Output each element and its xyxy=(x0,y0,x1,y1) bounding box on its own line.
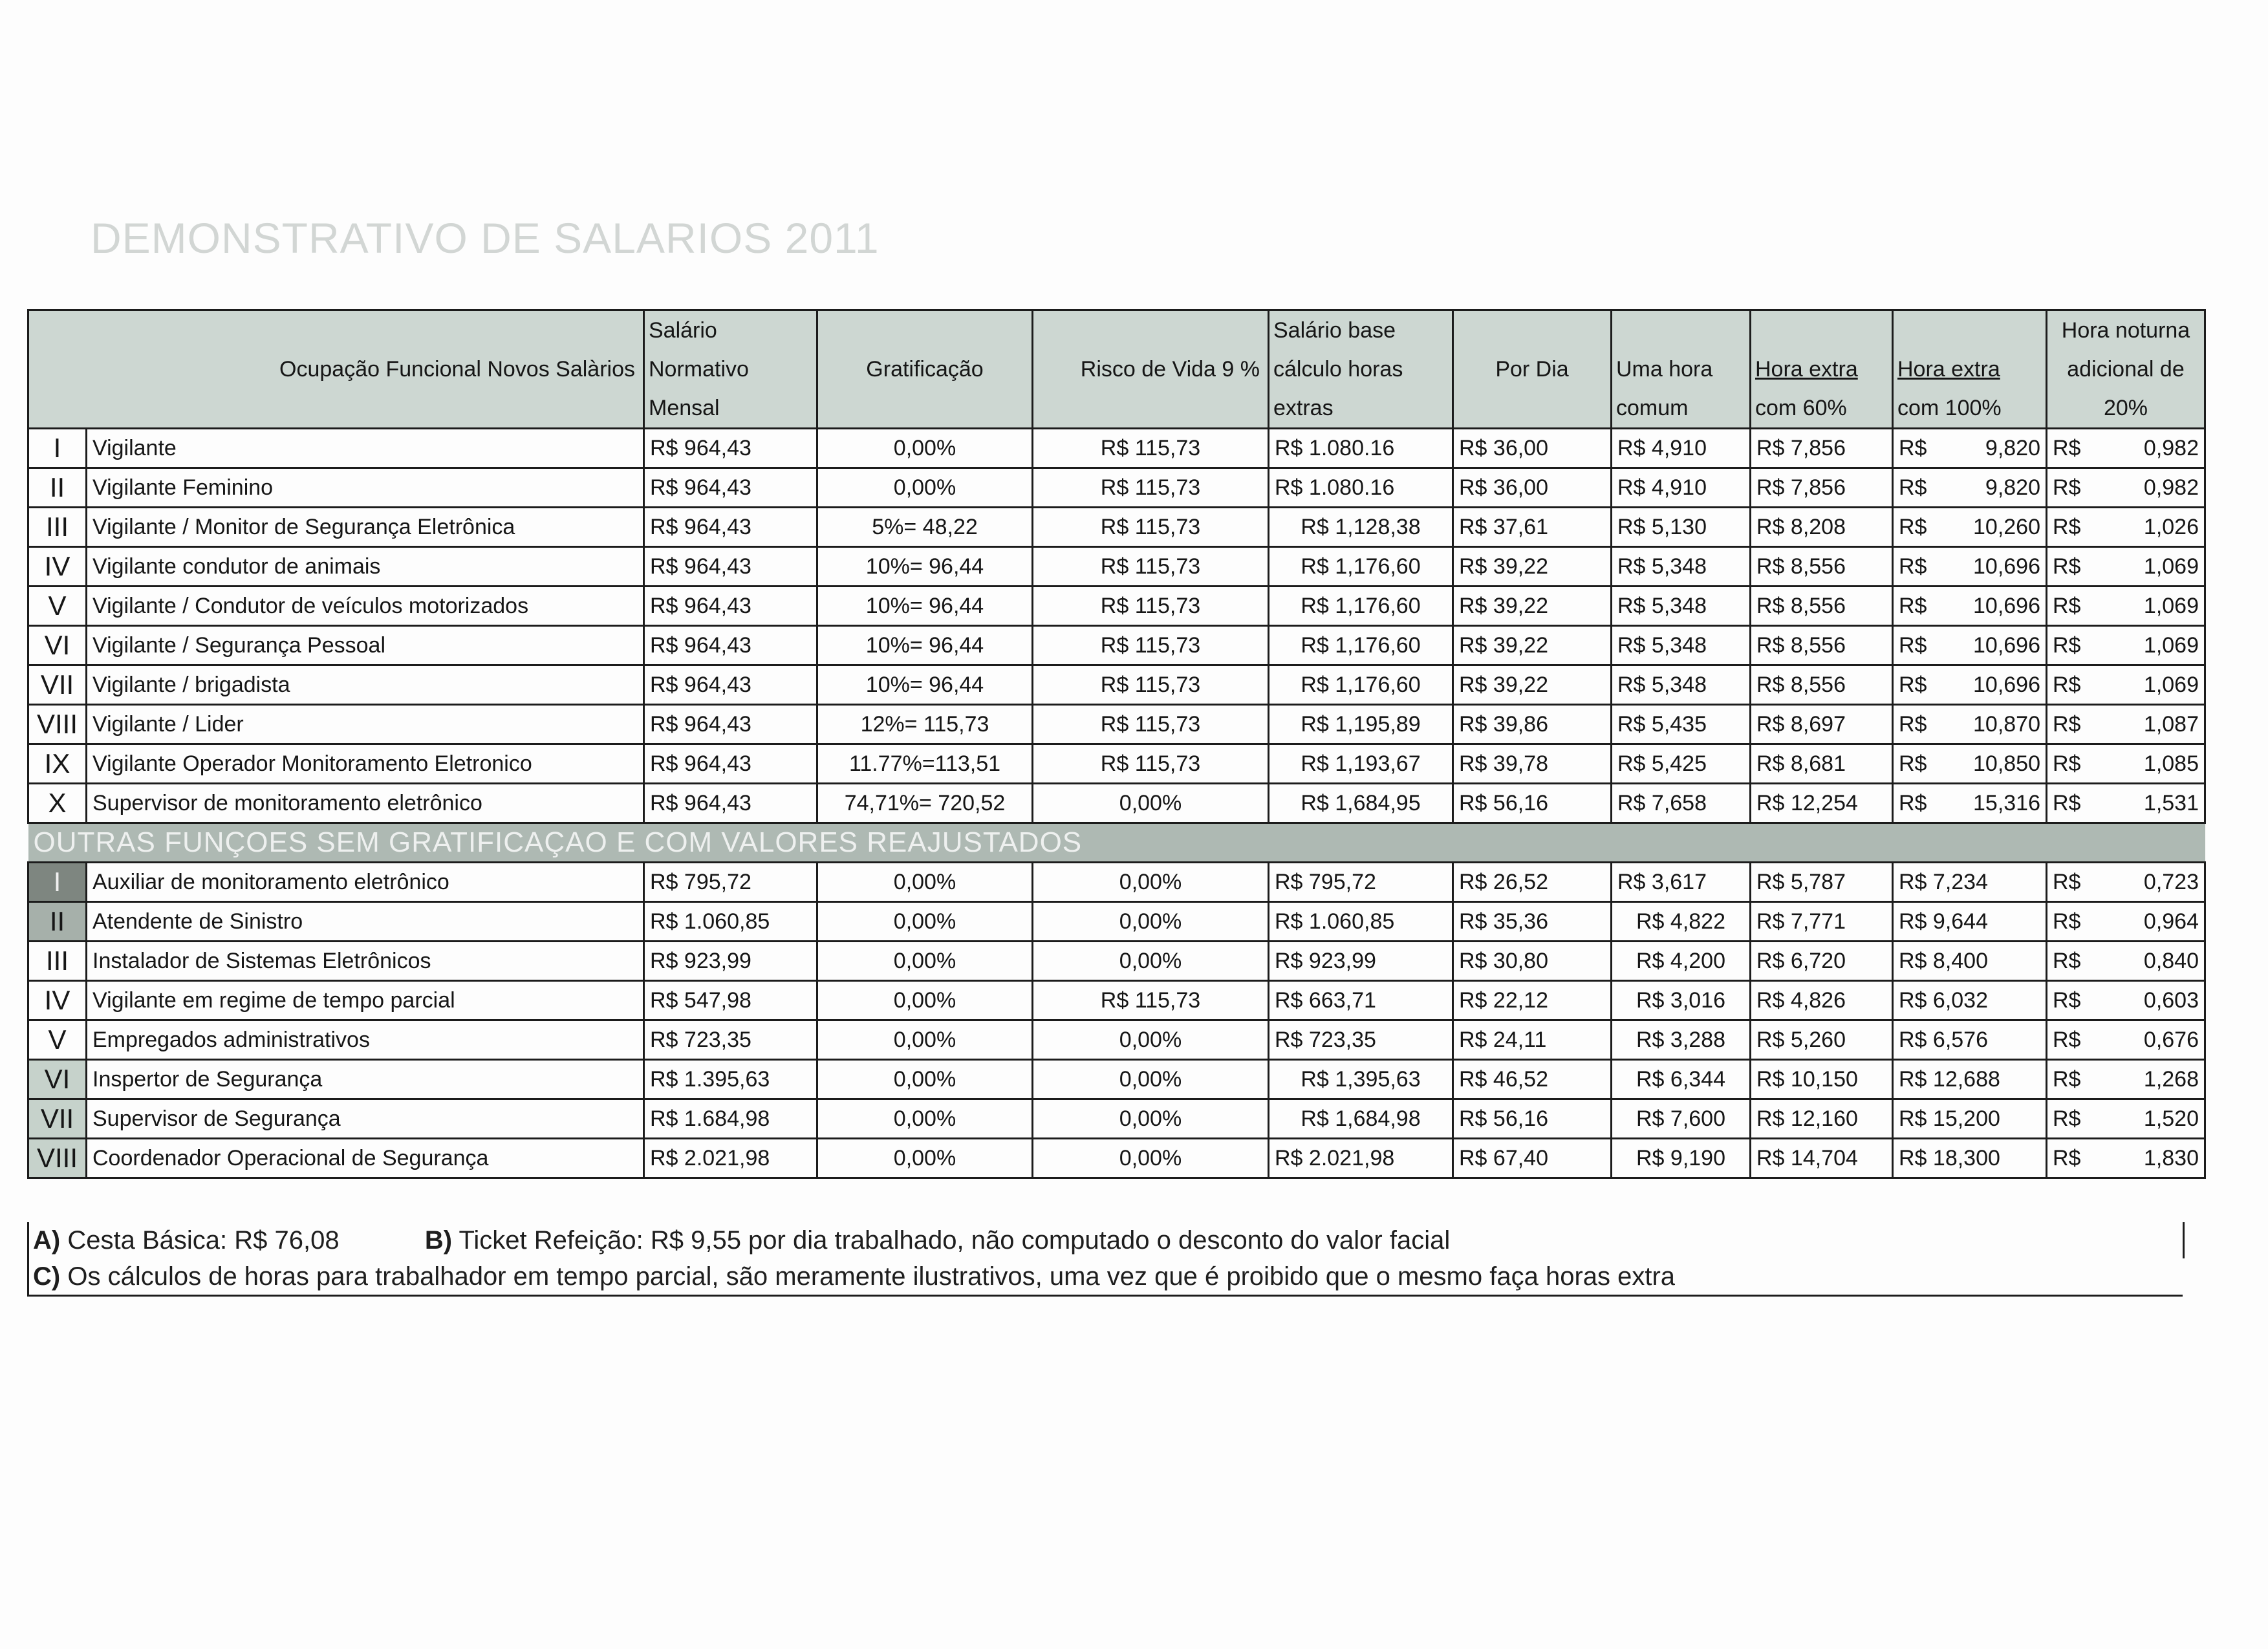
ocupacao-cell: Instalador de Sistemas Eletrônicos xyxy=(87,942,644,981)
hora-extra-100-cell-value: 10,870 xyxy=(1973,712,2040,737)
hora-noturna-cell xyxy=(2047,981,2205,1020)
ocupacao-cell: Coordenador Operacional de Segurança xyxy=(87,1139,644,1178)
gratificacao-cell: 5%= 48,22 xyxy=(817,508,1033,547)
base-cell: R$ 1,176,60 xyxy=(1269,587,1453,626)
ocupacao-cell: Atendente de Sinistro xyxy=(87,902,644,942)
salario-cell: R$ 1.395,63 xyxy=(644,1060,817,1099)
gratificacao-cell: 10%= 96,44 xyxy=(817,587,1033,626)
ocupacao-cell: Vigilante xyxy=(87,429,644,468)
hora-extra-100-cell-currency: R$ xyxy=(1899,594,1927,618)
ocupacao-cell: Supervisor de monitoramento eletrônico xyxy=(87,784,644,823)
hora-extra-100-cell-currency: R$ xyxy=(1899,791,1927,815)
header-salario-base: Salário base cálculo horas extras xyxy=(1269,310,1453,429)
table-row xyxy=(28,981,2205,1020)
note-b-label: B) xyxy=(424,1226,453,1255)
risco-cell: R$ 115,73 xyxy=(1033,429,1269,468)
note-line-ab xyxy=(29,1222,2183,1258)
header-hora-noturna: Hora noturna adicional de 20% xyxy=(2047,310,2205,429)
hora-extra-100-cell xyxy=(1893,705,2047,744)
note-a-text: Cesta Básica: R$ 76,08 xyxy=(67,1226,340,1255)
hora-noturna-cell-value: 1,830 xyxy=(2143,1146,2199,1170)
header-salario-normativo: Salário Normativo Mensal xyxy=(644,310,817,429)
note-c-label: C) xyxy=(33,1262,61,1291)
header-ocupacao: Ocupação Funcional Novos Salàrios xyxy=(28,310,644,429)
salary-table xyxy=(27,309,2206,1179)
table-row xyxy=(28,587,2205,626)
table-row xyxy=(28,547,2205,587)
hora-extra-100-cell: R$ 6,576 xyxy=(1893,1020,2047,1060)
row-number: II xyxy=(28,902,87,942)
hora-extra-100-cell-currency: R$ xyxy=(1899,515,1927,539)
risco-cell: R$ 115,73 xyxy=(1033,468,1269,508)
ocupacao-cell: Auxiliar de monitoramento eletrônico xyxy=(87,863,644,902)
ocupacao-cell: Inspertor de Segurança xyxy=(87,1060,644,1099)
header-row xyxy=(28,310,2205,429)
hora-noturna-cell-value: 1,069 xyxy=(2143,633,2199,658)
hora-noturna-cell-value: 1,087 xyxy=(2143,712,2199,737)
hora-extra-100-cell: R$ 7,234 xyxy=(1893,863,2047,902)
hora-noturna-cell-currency: R$ xyxy=(2053,1146,2081,1170)
por-dia-cell: R$ 56,16 xyxy=(1453,784,1612,823)
row-number: VII xyxy=(28,665,87,705)
base-cell: R$ 1.080.16 xyxy=(1269,468,1453,508)
hora-noturna-cell xyxy=(2047,547,2205,587)
hora-extra-100-cell: R$ 9,644 xyxy=(1893,902,2047,942)
gratificacao-cell: 0,00% xyxy=(817,981,1033,1020)
row-number: I xyxy=(28,863,87,902)
hora-extra-100-cell: R$ 6,032 xyxy=(1893,981,2047,1020)
ocupacao-cell: Vigilante condutor de animais xyxy=(87,547,644,587)
hora-extra-60-cell: R$ 8,556 xyxy=(1751,665,1893,705)
hora-noturna-cell-currency: R$ xyxy=(2053,436,2081,460)
hora-noturna-cell-currency: R$ xyxy=(2053,712,2081,737)
base-cell: R$ 1,176,60 xyxy=(1269,626,1453,665)
hora-extra-100-cell-value: 10,696 xyxy=(1973,673,2040,697)
por-dia-cell: R$ 39,22 xyxy=(1453,587,1612,626)
hora-noturna-cell xyxy=(2047,429,2205,468)
risco-cell: 0,00% xyxy=(1033,863,1269,902)
hora-noturna-cell xyxy=(2047,626,2205,665)
note-a-label: A) xyxy=(33,1226,61,1255)
header-risco-de-vida: Risco de Vida 9 % xyxy=(1033,310,1269,429)
gratificacao-cell: 0,00% xyxy=(817,1020,1033,1060)
gratificacao-cell: 0,00% xyxy=(817,942,1033,981)
row-number: IV xyxy=(28,547,87,587)
por-dia-cell: R$ 39,86 xyxy=(1453,705,1612,744)
hora-extra-60-cell: R$ 8,556 xyxy=(1751,547,1893,587)
hora-comum-cell: R$ 7,600 xyxy=(1612,1099,1751,1139)
hora-noturna-cell-value: 1,069 xyxy=(2143,594,2199,618)
risco-cell: 0,00% xyxy=(1033,1099,1269,1139)
hora-noturna-cell xyxy=(2047,902,2205,942)
hora-extra-60-cell: R$ 8,697 xyxy=(1751,705,1893,744)
hora-comum-cell: R$ 3,016 xyxy=(1612,981,1751,1020)
gratificacao-cell: 0,00% xyxy=(817,1099,1033,1139)
table-row xyxy=(28,705,2205,744)
salario-cell: R$ 964,43 xyxy=(644,508,817,547)
ocupacao-cell: Vigilante / Condutor de veículos motorizados xyxy=(87,587,644,626)
risco-cell: R$ 115,73 xyxy=(1033,587,1269,626)
base-cell: R$ 2.021,98 xyxy=(1269,1139,1453,1178)
salario-cell: R$ 964,43 xyxy=(644,705,817,744)
note-b-text: Ticket Refeição: R$ 9,55 por dia trabalhado, não computado o desconto do valor facial xyxy=(459,1226,1451,1255)
hora-extra-100-cell xyxy=(1893,468,2047,508)
risco-cell: R$ 115,73 xyxy=(1033,981,1269,1020)
header-hora-extra-100: Hora extra com 100% xyxy=(1893,310,2047,429)
table-row xyxy=(28,744,2205,784)
table-row xyxy=(28,665,2205,705)
table-row xyxy=(28,508,2205,547)
salario-cell: R$ 964,43 xyxy=(644,468,817,508)
hora-comum-cell: R$ 5,348 xyxy=(1612,665,1751,705)
ocupacao-cell: Vigilante / brigadista xyxy=(87,665,644,705)
risco-cell: R$ 115,73 xyxy=(1033,508,1269,547)
por-dia-cell: R$ 22,12 xyxy=(1453,981,1612,1020)
row-number: VI xyxy=(28,626,87,665)
table-row xyxy=(28,626,2205,665)
hora-noturna-cell xyxy=(2047,784,2205,823)
hora-extra-60-cell: R$ 14,704 xyxy=(1751,1139,1893,1178)
hora-comum-cell: R$ 3,288 xyxy=(1612,1020,1751,1060)
hora-noturna-cell-value: 0,603 xyxy=(2143,988,2199,1013)
por-dia-cell: R$ 26,52 xyxy=(1453,863,1612,902)
risco-cell: R$ 115,73 xyxy=(1033,705,1269,744)
hora-comum-cell: R$ 4,910 xyxy=(1612,468,1751,508)
hora-extra-100-cell-value: 10,696 xyxy=(1973,554,2040,579)
hora-extra-60-cell: R$ 8,556 xyxy=(1751,587,1893,626)
base-cell: R$ 1,128,38 xyxy=(1269,508,1453,547)
row-number: VIII xyxy=(28,1139,87,1178)
salario-cell: R$ 1.684,98 xyxy=(644,1099,817,1139)
ocupacao-cell: Empregados administrativos xyxy=(87,1020,644,1060)
hora-extra-100-cell xyxy=(1893,665,2047,705)
salario-cell: R$ 964,43 xyxy=(644,626,817,665)
hora-noturna-cell-currency: R$ xyxy=(2053,515,2081,539)
hora-extra-100-cell: R$ 15,200 xyxy=(1893,1099,2047,1139)
section-1-body xyxy=(28,429,2205,823)
por-dia-cell: R$ 46,52 xyxy=(1453,1060,1612,1099)
note-line-c xyxy=(29,1258,2183,1295)
hora-noturna-cell xyxy=(2047,508,2205,547)
row-number: VIII xyxy=(28,705,87,744)
hora-noturna-cell xyxy=(2047,468,2205,508)
header-gratificacao: Gratificação xyxy=(817,310,1033,429)
section-2-header xyxy=(28,823,2205,863)
hora-noturna-cell-currency: R$ xyxy=(2053,633,2081,658)
risco-cell: 0,00% xyxy=(1033,1020,1269,1060)
salario-cell: R$ 964,43 xyxy=(644,587,817,626)
hora-extra-60-cell: R$ 12,160 xyxy=(1751,1099,1893,1139)
base-cell: R$ 663,71 xyxy=(1269,981,1453,1020)
hora-noturna-cell-value: 0,982 xyxy=(2143,475,2199,500)
hora-noturna-cell-currency: R$ xyxy=(2053,988,2081,1013)
salario-cell: R$ 964,43 xyxy=(644,665,817,705)
hora-noturna-cell-value: 0,982 xyxy=(2143,436,2199,460)
ocupacao-cell: Vigilante em regime de tempo parcial xyxy=(87,981,644,1020)
base-cell: R$ 1,395,63 xyxy=(1269,1060,1453,1099)
por-dia-cell: R$ 39,22 xyxy=(1453,547,1612,587)
risco-cell: R$ 115,73 xyxy=(1033,626,1269,665)
hora-comum-cell: R$ 5,435 xyxy=(1612,705,1751,744)
header-hora-extra-60: Hora extra com 60% xyxy=(1751,310,1893,429)
risco-cell: R$ 115,73 xyxy=(1033,547,1269,587)
base-cell: R$ 1.080.16 xyxy=(1269,429,1453,468)
hora-comum-cell: R$ 3,617 xyxy=(1612,863,1751,902)
row-number: VII xyxy=(28,1099,87,1139)
hora-noturna-cell-currency: R$ xyxy=(2053,949,2081,973)
hora-noturna-cell-value: 1,531 xyxy=(2143,791,2199,815)
hora-noturna-cell-value: 1,268 xyxy=(2143,1067,2199,1092)
salario-cell: R$ 923,99 xyxy=(644,942,817,981)
gratificacao-cell: 74,71%= 720,52 xyxy=(817,784,1033,823)
table-row xyxy=(28,1099,2205,1139)
base-cell: R$ 923,99 xyxy=(1269,942,1453,981)
hora-extra-60-cell: R$ 7,856 xyxy=(1751,429,1893,468)
table-row xyxy=(28,902,2205,942)
note-c-text: Os cálculos de horas para trabalhador em tempo parcial, são meramente ilustrativos, uma vez que é proibido que o mesmo faça horas extra xyxy=(67,1262,1676,1291)
hora-comum-cell: R$ 9,190 xyxy=(1612,1139,1751,1178)
hora-extra-100-cell-currency: R$ xyxy=(1899,673,1927,697)
hora-noturna-cell-currency: R$ xyxy=(2053,554,2081,579)
hora-noturna-cell xyxy=(2047,1060,2205,1099)
hora-noturna-cell xyxy=(2047,744,2205,784)
table-row xyxy=(28,1060,2205,1099)
hora-extra-100-cell-currency: R$ xyxy=(1899,712,1927,737)
hora-extra-100-cell-currency: R$ xyxy=(1899,633,1927,658)
hora-noturna-cell-currency: R$ xyxy=(2053,1067,2081,1092)
hora-noturna-cell-value: 0,676 xyxy=(2143,1028,2199,1052)
risco-cell: 0,00% xyxy=(1033,1060,1269,1099)
hora-comum-cell: R$ 5,130 xyxy=(1612,508,1751,547)
row-number: III xyxy=(28,942,87,981)
table-row xyxy=(28,1020,2205,1060)
table-row xyxy=(28,942,2205,981)
por-dia-cell: R$ 67,40 xyxy=(1453,1139,1612,1178)
por-dia-cell: R$ 37,61 xyxy=(1453,508,1612,547)
hora-noturna-cell-currency: R$ xyxy=(2053,870,2081,894)
hora-noturna-cell-currency: R$ xyxy=(2053,751,2081,776)
gratificacao-cell: 0,00% xyxy=(817,863,1033,902)
risco-cell: R$ 115,73 xyxy=(1033,665,1269,705)
hora-noturna-cell xyxy=(2047,863,2205,902)
ocupacao-cell: Vigilante Operador Monitoramento Eletronico xyxy=(87,744,644,784)
hora-noturna-cell-currency: R$ xyxy=(2053,1028,2081,1052)
risco-cell: 0,00% xyxy=(1033,1139,1269,1178)
hora-extra-100-cell-currency: R$ xyxy=(1899,475,1927,500)
section-band-title: OUTRAS FUNÇOES SEM GRATIFICAÇAO E COM VALORES REAJUSTADOS xyxy=(28,823,2205,863)
hora-extra-100-cell xyxy=(1893,429,2047,468)
gratificacao-cell: 0,00% xyxy=(817,429,1033,468)
risco-cell: 0,00% xyxy=(1033,942,1269,981)
salario-cell: R$ 964,43 xyxy=(644,784,817,823)
hora-extra-100-cell-currency: R$ xyxy=(1899,436,1927,460)
hora-extra-100-cell-value: 9,820 xyxy=(1985,436,2040,460)
por-dia-cell: R$ 39,22 xyxy=(1453,626,1612,665)
risco-cell: 0,00% xyxy=(1033,902,1269,942)
row-number: II xyxy=(28,468,87,508)
hora-extra-100-cell xyxy=(1893,784,2047,823)
hora-extra-100-cell: R$ 12,688 xyxy=(1893,1060,2047,1099)
hora-noturna-cell-currency: R$ xyxy=(2053,475,2081,500)
table-row xyxy=(28,784,2205,823)
salario-cell: R$ 2.021,98 xyxy=(644,1139,817,1178)
hora-noturna-cell xyxy=(2047,705,2205,744)
hora-extra-60-cell: R$ 7,771 xyxy=(1751,902,1893,942)
hora-extra-100-cell-value: 10,696 xyxy=(1973,594,2040,618)
table-row xyxy=(28,468,2205,508)
row-number: IV xyxy=(28,981,87,1020)
gratificacao-cell: 0,00% xyxy=(817,1060,1033,1099)
row-number: IX xyxy=(28,744,87,784)
row-number: V xyxy=(28,1020,87,1060)
por-dia-cell: R$ 39,78 xyxy=(1453,744,1612,784)
hora-comum-cell: R$ 4,910 xyxy=(1612,429,1751,468)
salario-cell: R$ 547,98 xyxy=(644,981,817,1020)
base-cell: R$ 1,684,95 xyxy=(1269,784,1453,823)
hora-noturna-cell xyxy=(2047,1020,2205,1060)
por-dia-cell: R$ 35,36 xyxy=(1453,902,1612,942)
hora-noturna-cell-currency: R$ xyxy=(2053,594,2081,618)
hora-noturna-cell xyxy=(2047,665,2205,705)
table-row xyxy=(28,863,2205,902)
hora-extra-60-cell: R$ 6,720 xyxy=(1751,942,1893,981)
hora-noturna-cell-value: 1,085 xyxy=(2143,751,2199,776)
gratificacao-cell: 10%= 96,44 xyxy=(817,626,1033,665)
hora-noturna-cell xyxy=(2047,587,2205,626)
row-number: III xyxy=(28,508,87,547)
hora-extra-100-cell-currency: R$ xyxy=(1899,554,1927,579)
header-uma-hora-comum: Uma hora comum xyxy=(1612,310,1751,429)
ocupacao-cell: Vigilante / Monitor de Segurança Eletrônica xyxy=(87,508,644,547)
hora-comum-cell: R$ 7,658 xyxy=(1612,784,1751,823)
base-cell: R$ 1.060,85 xyxy=(1269,902,1453,942)
hora-extra-100-cell-value: 10,260 xyxy=(1973,515,2040,539)
table-row xyxy=(28,1139,2205,1178)
base-cell: R$ 795,72 xyxy=(1269,863,1453,902)
hora-noturna-cell xyxy=(2047,1139,2205,1178)
ocupacao-cell: Vigilante Feminino xyxy=(87,468,644,508)
hora-noturna-cell xyxy=(2047,942,2205,981)
hora-extra-100-cell xyxy=(1893,587,2047,626)
base-cell: R$ 1,176,60 xyxy=(1269,547,1453,587)
salario-cell: R$ 964,43 xyxy=(644,744,817,784)
hora-comum-cell: R$ 4,200 xyxy=(1612,942,1751,981)
base-cell: R$ 1,176,60 xyxy=(1269,665,1453,705)
gratificacao-cell: 10%= 96,44 xyxy=(817,547,1033,587)
salario-cell: R$ 723,35 xyxy=(644,1020,817,1060)
por-dia-cell: R$ 36,00 xyxy=(1453,468,1612,508)
header-por-dia: Por Dia xyxy=(1453,310,1612,429)
gratificacao-cell: 0,00% xyxy=(817,902,1033,942)
hora-extra-60-cell: R$ 4,826 xyxy=(1751,981,1893,1020)
gratificacao-cell: 0,00% xyxy=(817,1139,1033,1178)
hora-noturna-cell-value: 1,026 xyxy=(2143,515,2199,539)
hora-extra-100-cell xyxy=(1893,626,2047,665)
por-dia-cell: R$ 30,80 xyxy=(1453,942,1612,981)
salario-cell: R$ 795,72 xyxy=(644,863,817,902)
base-cell: R$ 1,684,98 xyxy=(1269,1099,1453,1139)
section-2-body xyxy=(28,863,2205,1178)
hora-extra-60-cell: R$ 5,787 xyxy=(1751,863,1893,902)
hora-noturna-cell-value: 1,069 xyxy=(2143,673,2199,697)
hora-comum-cell: R$ 5,348 xyxy=(1612,626,1751,665)
hora-noturna-cell-currency: R$ xyxy=(2053,1106,2081,1131)
row-number: VI xyxy=(28,1060,87,1099)
document-title: DEMONSTRATIVO DE SALARIOS 2011 xyxy=(91,214,880,262)
por-dia-cell: R$ 24,11 xyxy=(1453,1020,1612,1060)
table-row xyxy=(28,429,2205,468)
hora-noturna-cell-value: 0,840 xyxy=(2143,949,2199,973)
hora-noturna-cell xyxy=(2047,1099,2205,1139)
gratificacao-cell: 11.77%=113,51 xyxy=(817,744,1033,784)
row-number: X xyxy=(28,784,87,823)
hora-comum-cell: R$ 4,822 xyxy=(1612,902,1751,942)
hora-noturna-cell-currency: R$ xyxy=(2053,909,2081,934)
hora-extra-100-cell-value: 9,820 xyxy=(1985,475,2040,500)
por-dia-cell: R$ 36,00 xyxy=(1453,429,1612,468)
hora-extra-60-cell: R$ 8,556 xyxy=(1751,626,1893,665)
gratificacao-cell: 10%= 96,44 xyxy=(817,665,1033,705)
hora-extra-60-cell: R$ 7,856 xyxy=(1751,468,1893,508)
notes-box xyxy=(27,1222,2183,1297)
hora-extra-60-cell: R$ 10,150 xyxy=(1751,1060,1893,1099)
row-number: I xyxy=(28,429,87,468)
ocupacao-cell: Vigilante / Lider xyxy=(87,705,644,744)
risco-cell: 0,00% xyxy=(1033,784,1269,823)
hora-noturna-cell-currency: R$ xyxy=(2053,673,2081,697)
hora-noturna-cell-value: 1,520 xyxy=(2143,1106,2199,1131)
hora-extra-60-cell: R$ 12,254 xyxy=(1751,784,1893,823)
base-cell: R$ 1,193,67 xyxy=(1269,744,1453,784)
hora-extra-100-cell xyxy=(1893,744,2047,784)
hora-extra-100-cell xyxy=(1893,508,2047,547)
row-number: V xyxy=(28,587,87,626)
hora-noturna-cell-value: 0,964 xyxy=(2143,909,2199,934)
hora-extra-100-cell-currency: R$ xyxy=(1899,751,1927,776)
hora-noturna-cell-value: 0,723 xyxy=(2143,870,2199,894)
hora-noturna-cell-currency: R$ xyxy=(2053,791,2081,815)
section-band-row xyxy=(28,823,2205,863)
salario-cell: R$ 964,43 xyxy=(644,429,817,468)
salario-cell: R$ 964,43 xyxy=(644,547,817,587)
hora-extra-100-cell xyxy=(1893,547,2047,587)
base-cell: R$ 723,35 xyxy=(1269,1020,1453,1060)
base-cell: R$ 1,195,89 xyxy=(1269,705,1453,744)
hora-extra-100-cell-value: 10,850 xyxy=(1973,751,2040,776)
hora-extra-100-cell: R$ 8,400 xyxy=(1893,942,2047,981)
hora-comum-cell: R$ 5,348 xyxy=(1612,587,1751,626)
gratificacao-cell: 0,00% xyxy=(817,468,1033,508)
ocupacao-cell: Supervisor de Segurança xyxy=(87,1099,644,1139)
hora-comum-cell: R$ 5,348 xyxy=(1612,547,1751,587)
ocupacao-cell: Vigilante / Segurança Pessoal xyxy=(87,626,644,665)
hora-noturna-cell-value: 1,069 xyxy=(2143,554,2199,579)
risco-cell: R$ 115,73 xyxy=(1033,744,1269,784)
hora-extra-100-cell-value: 15,316 xyxy=(1973,791,2040,815)
hora-extra-60-cell: R$ 5,260 xyxy=(1751,1020,1893,1060)
por-dia-cell: R$ 56,16 xyxy=(1453,1099,1612,1139)
hora-comum-cell: R$ 5,425 xyxy=(1612,744,1751,784)
hora-extra-60-cell: R$ 8,208 xyxy=(1751,508,1893,547)
salario-cell: R$ 1.060,85 xyxy=(644,902,817,942)
hora-extra-100-cell-value: 10,696 xyxy=(1973,633,2040,658)
por-dia-cell: R$ 39,22 xyxy=(1453,665,1612,705)
gratificacao-cell: 12%= 115,73 xyxy=(817,705,1033,744)
hora-comum-cell: R$ 6,344 xyxy=(1612,1060,1751,1099)
hora-extra-100-cell: R$ 18,300 xyxy=(1893,1139,2047,1178)
hora-extra-60-cell: R$ 8,681 xyxy=(1751,744,1893,784)
